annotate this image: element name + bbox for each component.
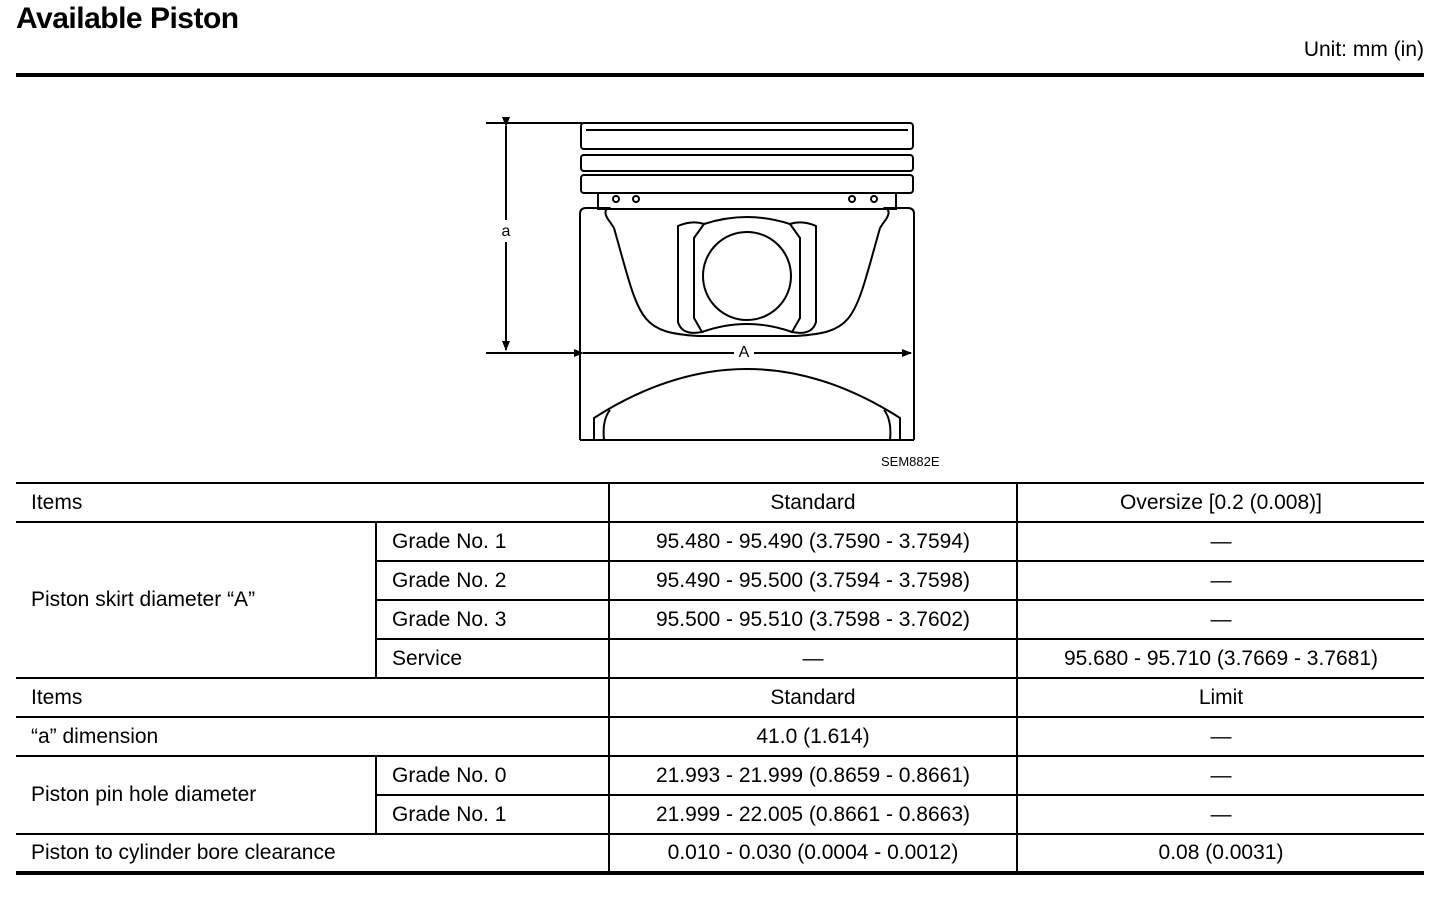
- standard-header: Standard: [609, 678, 1017, 717]
- standard-cell: 95.500 - 95.510 (3.7598 - 3.7602): [609, 600, 1017, 639]
- piston-spec-table: [16, 482, 1424, 875]
- limit-cell: —: [1017, 717, 1424, 756]
- table-row: [16, 834, 1424, 873]
- table-row: [16, 483, 1424, 522]
- oversize-cell: 95.680 - 95.710 (3.7669 - 3.7681): [1017, 639, 1424, 678]
- items-header: Items: [16, 678, 609, 717]
- items-header: Items: [16, 483, 609, 522]
- grade-cell: Grade No. 1: [376, 795, 609, 834]
- grade-cell: Grade No. 3: [376, 600, 609, 639]
- figure-code: SEM882E: [881, 454, 940, 469]
- skirt-diameter-label: Piston skirt diameter “A”: [16, 522, 376, 678]
- clearance-label: Piston to cylinder bore clearance: [16, 834, 609, 873]
- standard-cell: 21.993 - 21.999 (0.8659 - 0.8661): [609, 756, 1017, 795]
- table-row: [16, 717, 1424, 756]
- oversize-cell: —: [1017, 561, 1424, 600]
- table-row: [16, 756, 1424, 795]
- table-row: [16, 522, 1424, 561]
- oversize-cell: —: [1017, 522, 1424, 561]
- limit-header: Limit: [1017, 678, 1424, 717]
- standard-cell: 41.0 (1.614): [609, 717, 1017, 756]
- pin-hole-label: Piston pin hole diameter: [16, 756, 376, 834]
- grade-cell: Grade No. 2: [376, 561, 609, 600]
- grade-cell: Grade No. 1: [376, 522, 609, 561]
- title-rule: [16, 73, 1424, 77]
- standard-cell: 95.490 - 95.500 (3.7594 - 3.7598): [609, 561, 1017, 600]
- dimension-a-label: a: [501, 223, 511, 240]
- a-dimension-label: “a” dimension: [16, 717, 609, 756]
- limit-cell: —: [1017, 756, 1424, 795]
- piston-diagram: [470, 110, 950, 470]
- standard-cell: —: [609, 639, 1017, 678]
- limit-cell: —: [1017, 795, 1424, 834]
- grade-cell: Service: [376, 639, 609, 678]
- standard-header: Standard: [609, 483, 1017, 522]
- standard-cell: 0.010 - 0.030 (0.0004 - 0.0012): [609, 834, 1017, 873]
- standard-cell: 95.480 - 95.490 (3.7590 - 3.7594): [609, 522, 1017, 561]
- page-title: Available Piston: [16, 2, 239, 35]
- oversize-cell: —: [1017, 600, 1424, 639]
- unit-label: Unit: mm (in): [1303, 38, 1424, 61]
- standard-cell: 21.999 - 22.005 (0.8661 - 0.8663): [609, 795, 1017, 834]
- oversize-header: Oversize [0.2 (0.008)]: [1017, 483, 1424, 522]
- table-row: [16, 678, 1424, 717]
- dimension-A-label: A: [738, 344, 750, 361]
- limit-cell: 0.08 (0.0031): [1017, 834, 1424, 873]
- grade-cell: Grade No. 0: [376, 756, 609, 795]
